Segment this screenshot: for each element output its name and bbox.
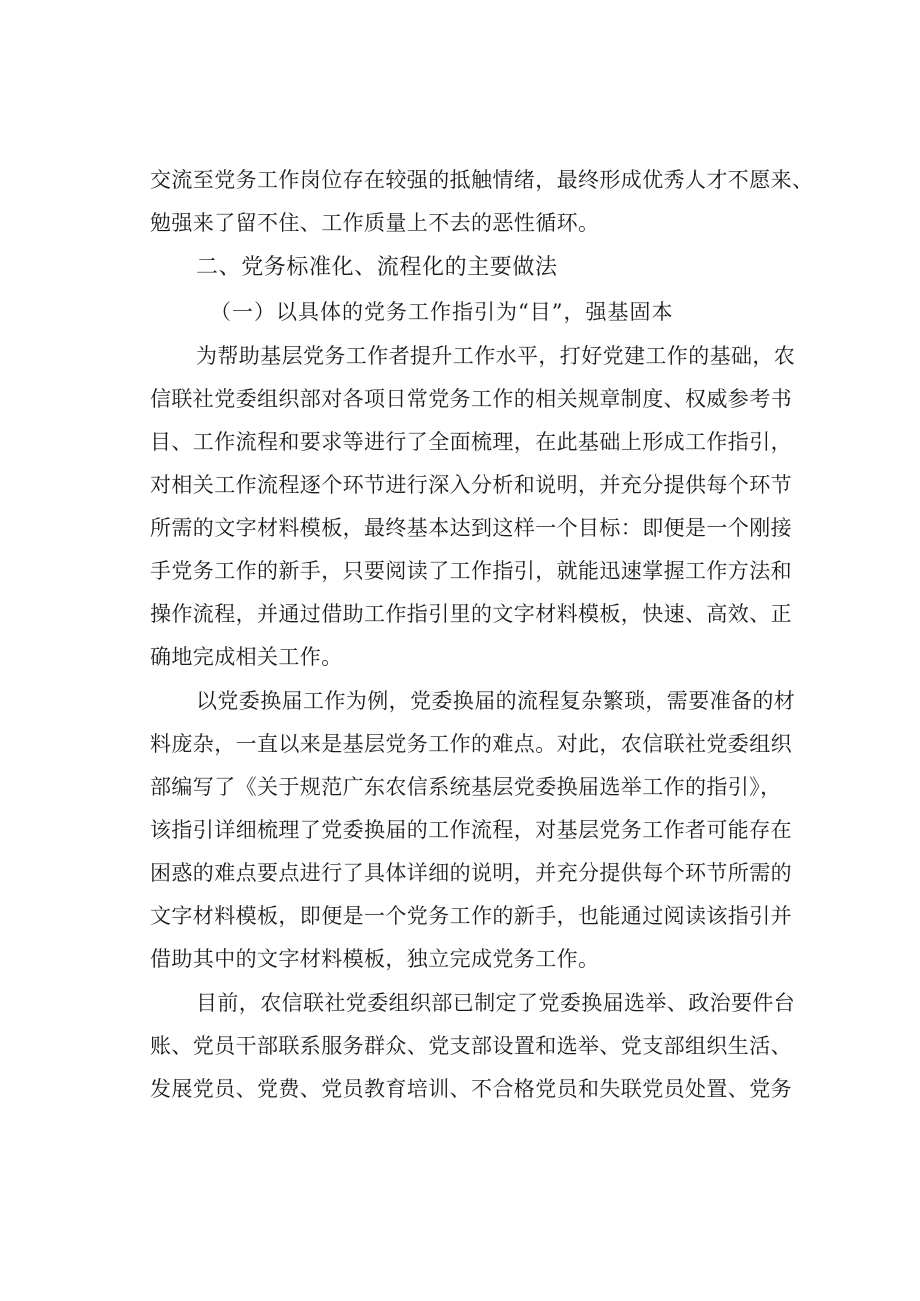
paragraph-line: 困惑的难点要点进行了具体详细的说明，并充分提供每个环节所需的 [150, 861, 792, 885]
text-line: 交流至党务工作岗位存在较强的抵触情绪，最终形成优秀人才不愿来、 [150, 168, 814, 192]
paragraph-line: 操作流程，并通过借助工作指引里的文字材料模板，快速、高效、正 [150, 602, 792, 626]
paragraph-line: 账、党员干部联系服务群众、党支部设置和选举、党支部组织生活、 [150, 1034, 792, 1058]
section-heading: 二、党务标准化、流程化的主要做法 [196, 255, 558, 280]
text-line: 勉强来了留不住、工作质量上不去的恶性循环。 [150, 211, 600, 235]
paragraph-line: 所需的文字材料模板，最终基本达到这样一个目标：即便是一个刚接 [150, 516, 792, 540]
paragraph-line: 以党委换届工作为例，党委换届的流程复杂繁琐，需要准备的材 [196, 689, 796, 713]
paragraph-line: 料庞杂，一直以来是基层党务工作的难点。对此，农信联社党委组织 [150, 732, 792, 756]
paragraph-line: 目前，农信联社党委组织部已制定了党委换届选举、政治要件台 [196, 991, 796, 1015]
paragraph-line: 为帮助基层党务工作者提升工作水平，打好党建工作的基础，农 [196, 344, 796, 368]
paragraph-line: 借助其中的文字材料模板，独立完成党务工作。 [150, 947, 600, 971]
paragraph-line: 确地完成相关工作。 [150, 645, 343, 669]
paragraph-line: 发展党员、党费、党员教育培训、不合格党员和失联党员处置、党务 [150, 1077, 792, 1101]
paragraph-line: 对相关工作流程逐个环节进行深入分析和说明，并充分提供每个环节 [150, 473, 792, 497]
subsection-heading: （一）以具体的党务工作指引为“目”，强基固本 [210, 300, 674, 324]
paragraph-line: 信联社党委组织部对各项日常党务工作的相关规章制度、权威参考书 [150, 387, 792, 411]
paragraph-line: 文字材料模板，即便是一个党务工作的新手，也能通过阅读该指引并 [150, 904, 792, 928]
paragraph-line: 该指引详细梳理了党委换届的工作流程，对基层党务工作者可能存在 [150, 818, 792, 842]
paragraph-line: 部编写了《关于规范广东农信系统基层党委换届选举工作的指引》， [150, 775, 782, 799]
paragraph-line: 目、工作流程和要求等进行了全面梳理，在此基础上形成工作指引， [150, 430, 792, 454]
paragraph-line: 手党务工作的新手，只要阅读了工作指引，就能迅速掌握工作方法和 [150, 559, 792, 583]
